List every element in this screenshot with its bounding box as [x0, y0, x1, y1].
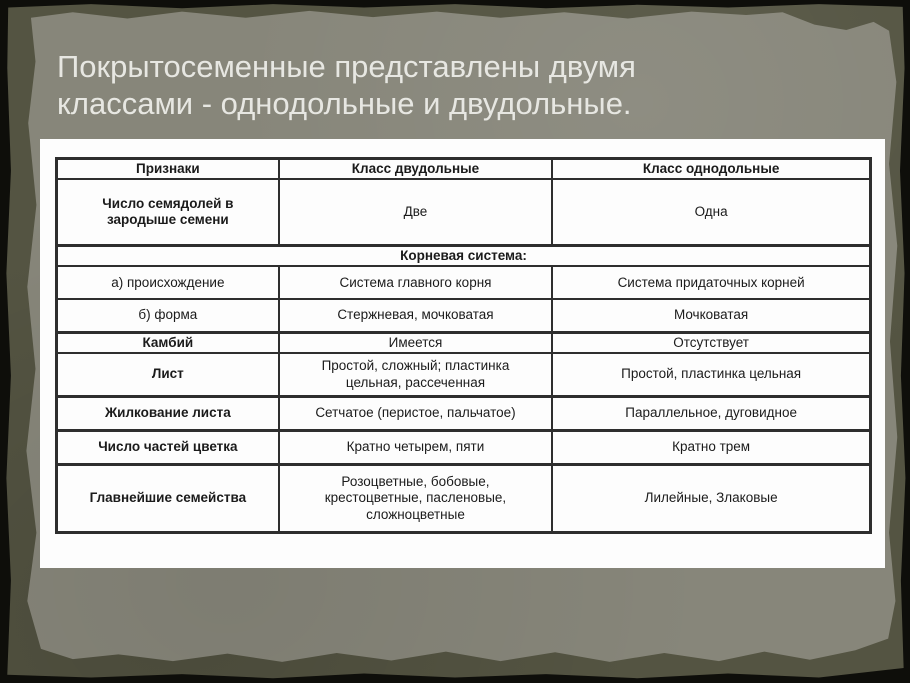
header-features: Признаки: [57, 159, 279, 180]
cell-monocots: Параллельное, дуговидное: [552, 396, 870, 430]
table-row: [57, 430, 871, 464]
cell-monocots: Система придаточных корней: [552, 266, 870, 299]
table-row: [57, 464, 871, 532]
table-row: [57, 266, 871, 299]
slide-title-line-2: классами - однодольные и двудольные.: [57, 86, 632, 121]
cell-dicots: Кратно четырем, пяти: [279, 430, 553, 464]
cell-feature: Главнейшие семейства: [57, 464, 279, 532]
table-panel: [40, 139, 885, 568]
cell-feature: Камбий: [57, 332, 279, 353]
cell-feature: Число семядолей в зародыше семени: [57, 179, 279, 245]
cell-dicots: Система главного корня: [279, 266, 553, 299]
cell-feature: Число частей цветка: [57, 430, 279, 464]
cell-monocots: Одна: [552, 179, 870, 245]
cell-feature: Жилкование листа: [57, 396, 279, 430]
cell-dicots: Простой, сложный; пластинка цельная, рассеченная: [279, 353, 553, 396]
cell-dicots: Сетчатое (перистое, пальчатое): [279, 396, 553, 430]
cell-dicots: Имеется: [279, 332, 553, 353]
table-row: [57, 299, 871, 332]
cell-monocots: Мочковатая: [552, 299, 870, 332]
cell-dicots: Розоцветные, бобовые, крестоцветные, пасленовые, сложноцветные: [279, 464, 553, 532]
cell-monocots: Отсутствует: [552, 332, 870, 353]
cell-feature: Лист: [57, 353, 279, 396]
cell-feature: а) происхождение: [57, 266, 279, 299]
cell-monocots: Лилейные, Злаковые: [552, 464, 870, 532]
table-row: [57, 179, 871, 245]
cell-dicots: Стержневая, мочковатая: [279, 299, 553, 332]
slide-title-line-1: Покрытосеменные представлены двумя: [57, 49, 636, 84]
cell-monocots: Простой, пластинка цельная: [552, 353, 870, 396]
table-header-row: [57, 159, 871, 180]
cell-section-header: Корневая система:: [57, 245, 871, 266]
cell-feature: б) форма: [57, 299, 279, 332]
table-row: [57, 353, 871, 396]
table-row: [57, 396, 871, 430]
table-row: [57, 332, 871, 353]
slide-title: [57, 48, 857, 122]
header-dicots: Класс двудольные: [279, 159, 553, 180]
cell-monocots: Кратно трем: [552, 430, 870, 464]
header-monocots: Класс однодольные: [552, 159, 870, 180]
comparison-table: [55, 157, 872, 534]
cell-dicots: Две: [279, 179, 553, 245]
table-span-row: [57, 245, 871, 266]
